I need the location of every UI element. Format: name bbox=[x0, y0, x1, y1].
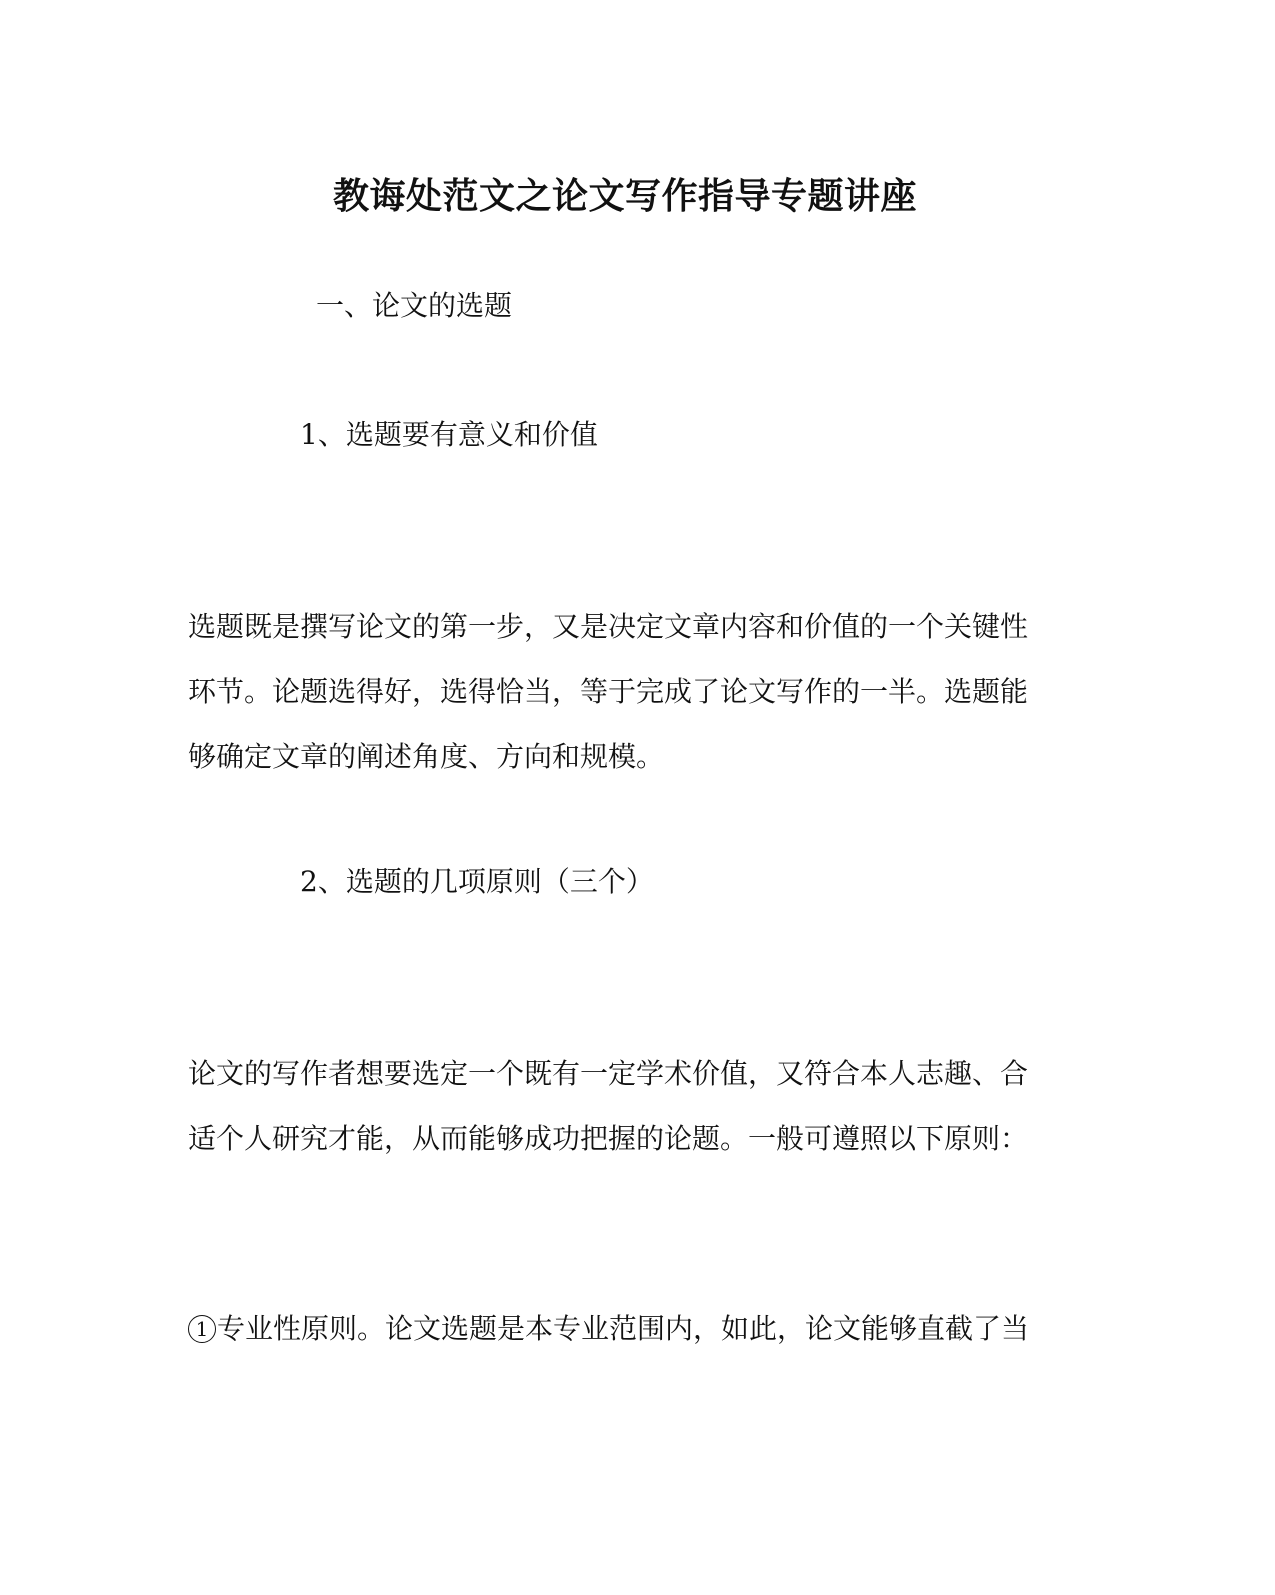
document-title: 教诲处范文之论文写作指导专题讲座 bbox=[332, 175, 917, 217]
principle-one-text: 专业性原则。论文选题是本专业范围内，如此，论文能够直截了当 bbox=[217, 1312, 1030, 1345]
paragraph-line: 选题既是撰写论文的第一步，又是决定文章内容和价值的一个关键性 bbox=[188, 610, 1029, 643]
paragraph-line: 环节。论题选得好，选得恰当，等于完成了论文写作的一半。选题能 bbox=[188, 675, 1029, 708]
paragraph-selection-importance bbox=[188, 594, 1058, 789]
paragraph-line: 够确定文章的阐述角度、方向和规模。 bbox=[188, 740, 665, 773]
paragraph-line: 适个人研究才能，从而能够成功把握的论题。一般可遵照以下原则： bbox=[188, 1122, 1029, 1155]
paragraph-line bbox=[188, 1296, 1058, 1361]
section-heading-topic-selection: 一、论文的选题 bbox=[316, 289, 513, 322]
subheading-significance: 1、选题要有意义和价值 bbox=[300, 418, 598, 451]
paragraph-principles-intro bbox=[188, 1041, 1058, 1171]
paragraph-line: 论文的写作者想要选定一个既有一定学术价值，又符合本人志趣、合 bbox=[188, 1057, 1029, 1090]
circled-number-marker: 1 bbox=[188, 1315, 216, 1343]
subheading-principles: 2、选题的几项原则（三个） bbox=[300, 865, 654, 898]
paragraph-principle-one bbox=[188, 1296, 1058, 1361]
